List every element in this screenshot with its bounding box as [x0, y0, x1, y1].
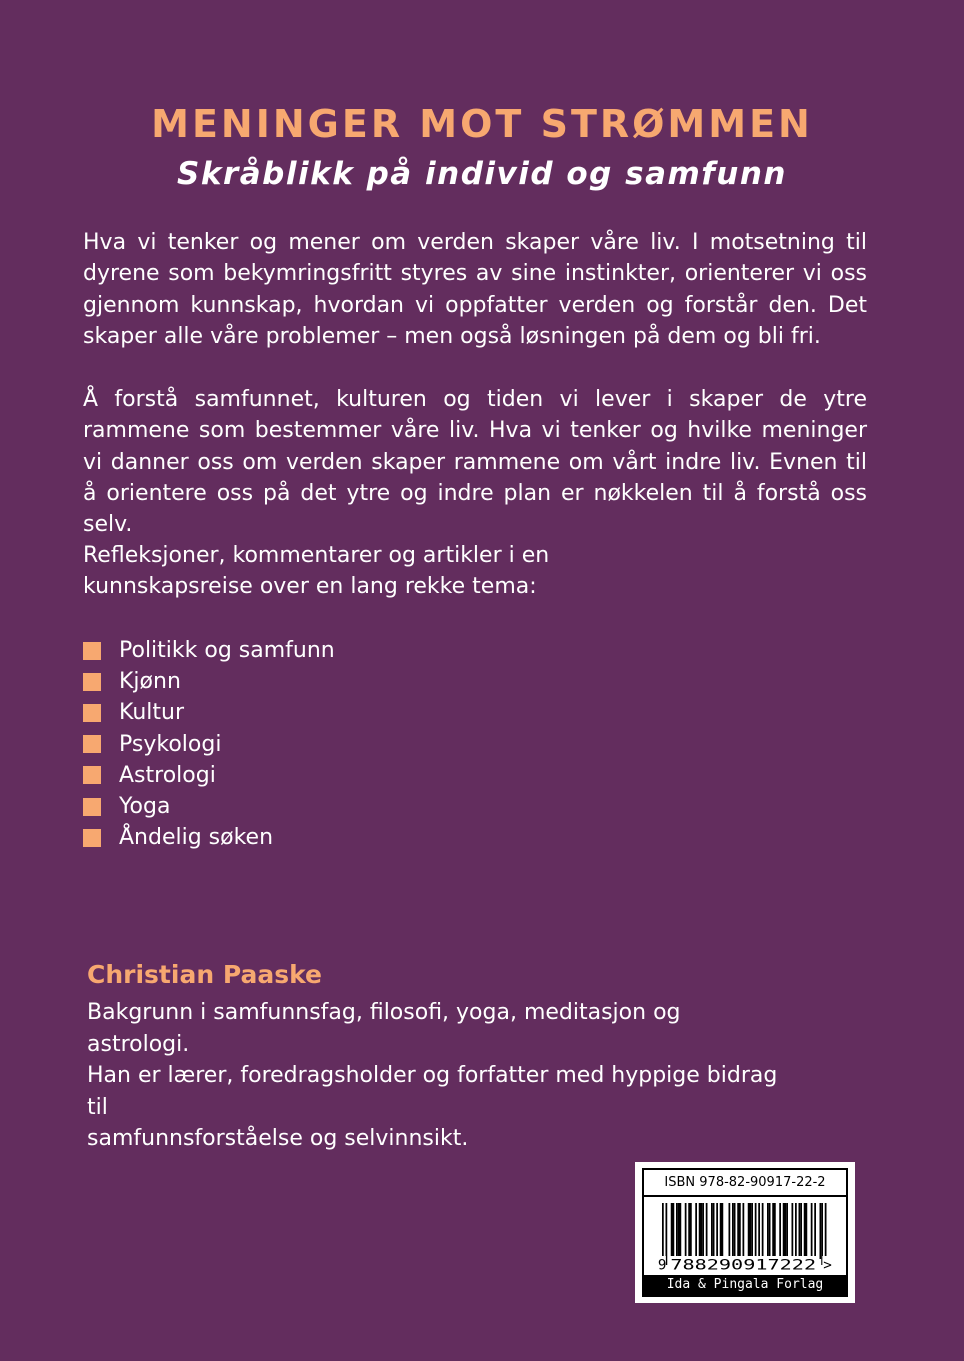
author-name: Christian Paaske	[87, 960, 322, 989]
barcode-bar	[720, 1203, 722, 1259]
barcode-bar	[739, 1203, 741, 1259]
description-paragraph-1: Hva vi tenker og mener om verden skaper våre liv. I motsetning til dyrene som bekymringsfritt styres av sine instinkter, orienterer vi oss gjennom kunnskap, hvordan vi oppfatter verden og forstår den. Det skaper alle våre problemer – men også løsningen på dem og bli fri.	[83, 230, 867, 349]
topic-item	[83, 822, 335, 853]
book-subtitle: Skråblikk på individ og samfunn	[177, 156, 787, 192]
barcode-bar	[750, 1203, 752, 1259]
square-bullet-icon	[83, 829, 101, 847]
barcode-bar	[751, 1203, 753, 1259]
barcode-bar	[671, 1203, 673, 1259]
barcode-bar	[774, 1203, 776, 1259]
topic-item	[83, 635, 335, 666]
barcode-bar	[688, 1203, 690, 1259]
barcode-bar	[758, 1203, 760, 1259]
barcode-bar	[713, 1203, 715, 1259]
barcode-bar	[732, 1203, 734, 1259]
topic-item	[83, 760, 335, 791]
barcode-frame	[642, 1168, 848, 1297]
topic-item	[83, 666, 335, 697]
author-bio-line: Han er lærer, foredragsholder og forfatter med hyppige bidrag til	[87, 1063, 778, 1120]
barcode-bar	[785, 1203, 787, 1259]
author-bio-line: Bakgrunn i samfunnsfag, filosofi, yoga, meditasjon og astrologi.	[87, 1000, 681, 1057]
barcode-bar	[699, 1203, 701, 1259]
barcode-bar	[804, 1203, 806, 1259]
topic-label: Politikk og samfunn	[119, 638, 335, 664]
square-bullet-icon	[83, 798, 101, 816]
barcode-bar	[772, 1203, 774, 1259]
topic-label: Åndelig søken	[119, 825, 274, 851]
barcode-bar	[755, 1203, 757, 1259]
book-title: MENINGER MOT STRØMMEN	[151, 102, 813, 146]
barcode-bar	[811, 1203, 813, 1259]
barcode-digits	[646, 1256, 844, 1272]
description-paragraph-3: Refleksjoner, kommentarer og artikler i en kunnskapsreise over en lang rekke tema:	[83, 543, 550, 600]
topic-label: Astrologi	[119, 762, 216, 788]
isbn-divider	[644, 1195, 846, 1197]
barcode-first-digit: 9	[657, 1257, 667, 1272]
barcode-bar	[786, 1203, 788, 1259]
barcode-bar	[762, 1203, 764, 1259]
square-bullet-icon	[83, 673, 101, 691]
barcode-bar	[711, 1203, 713, 1259]
barcode-bar	[800, 1203, 802, 1259]
topic-item	[83, 791, 335, 822]
barcode-bar	[737, 1203, 739, 1259]
barcode-bar	[706, 1203, 708, 1259]
barcode-bar	[673, 1203, 675, 1259]
publisher-name: Ida & Pingala Forlag	[644, 1275, 846, 1295]
square-bullet-icon	[83, 735, 101, 753]
barcode-bar	[806, 1203, 808, 1259]
barcode-bar	[783, 1203, 785, 1259]
barcode-bar	[795, 1203, 797, 1259]
barcode-bar	[695, 1203, 697, 1259]
barcode-bar	[769, 1203, 771, 1259]
topic-label: Kjønn	[119, 669, 181, 695]
barcode-bar	[676, 1203, 678, 1259]
barcode-bar	[820, 1203, 822, 1259]
square-bullet-icon	[83, 642, 101, 660]
barcode-bar	[814, 1203, 816, 1259]
topic-item	[83, 729, 335, 760]
topic-item	[83, 697, 335, 728]
barcode-bar	[748, 1203, 750, 1259]
barcode-bar	[701, 1203, 703, 1259]
barcode-bar	[729, 1203, 731, 1259]
barcode-bar	[680, 1203, 682, 1259]
barcode-bar	[702, 1203, 704, 1259]
barcode-digits-text: 788290917222	[670, 1257, 817, 1272]
barcode-bar	[799, 1203, 801, 1259]
description-paragraph-2: Å forstå samfunnet, kulturen og tiden vi lever i skaper de ytre rammene som bestemmer våre liv. Hva vi tenker og hvilke meninger vi danner oss om verden skaper rammene om vårt indre liv. Evnen til å orientere oss på det ytre og indre plan er nøkkelen til å forstå oss selv.	[83, 387, 867, 538]
barcode-bar	[734, 1203, 736, 1259]
barcode-bar	[716, 1203, 718, 1259]
author-bio	[87, 997, 787, 1155]
isbn-barcode	[635, 1162, 855, 1303]
isbn-label: ISBN 978-82-90917-22-2	[664, 1175, 826, 1190]
barcode-bar	[767, 1203, 769, 1259]
square-bullet-icon	[83, 704, 101, 722]
topic-label: Yoga	[119, 794, 171, 820]
barcode-end-mark: >	[823, 1257, 832, 1272]
topic-list	[83, 635, 335, 853]
barcode-bar	[685, 1203, 687, 1259]
topic-label: Kultur	[119, 700, 185, 726]
barcode-bar	[690, 1203, 692, 1259]
square-bullet-icon	[83, 766, 101, 784]
barcode-bar	[792, 1203, 794, 1259]
topic-label: Psykologi	[119, 731, 222, 757]
barcode-bar	[779, 1203, 781, 1259]
barcode-bar	[678, 1203, 680, 1259]
author-bio-line: samfunnsforståelse og selvinnsikt.	[87, 1126, 469, 1151]
barcode-bar	[722, 1203, 724, 1259]
